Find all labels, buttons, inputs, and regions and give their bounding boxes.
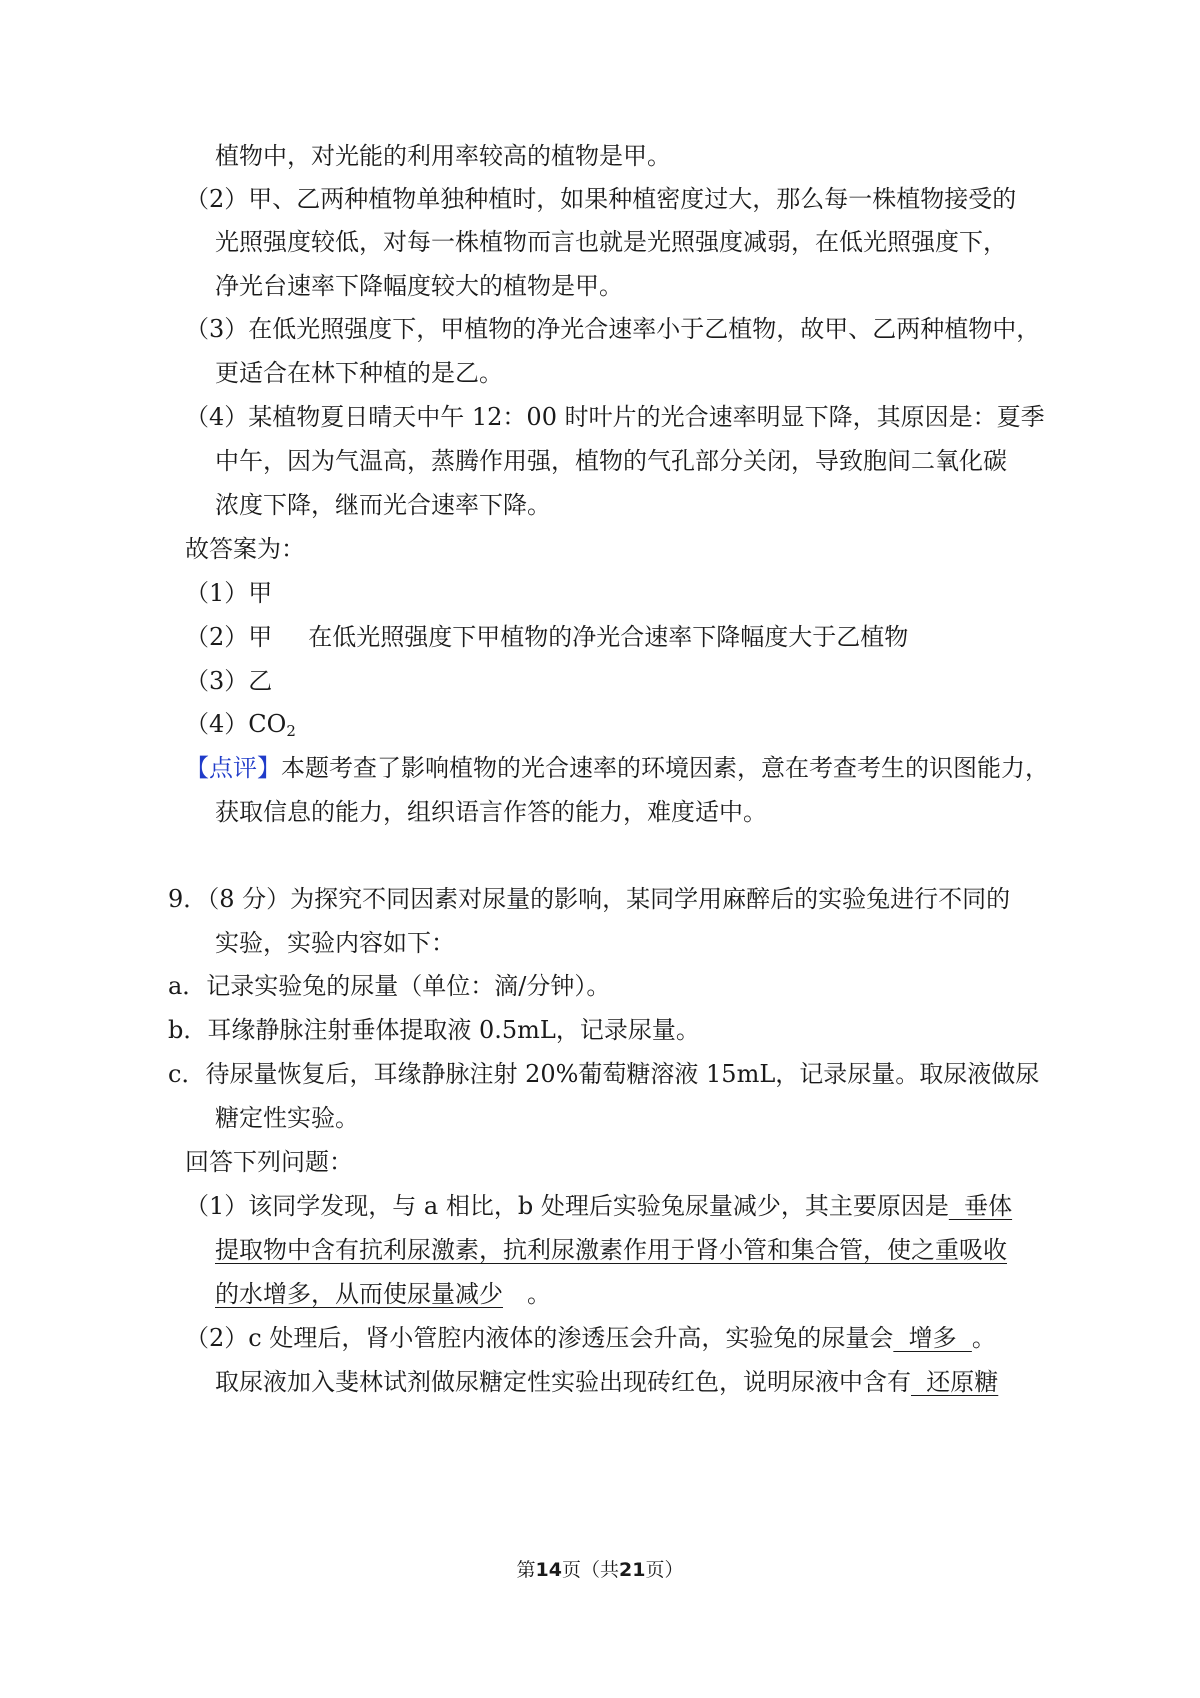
text-line: 糖定性实验。 <box>215 1104 359 1132</box>
answer-label: （2）甲 <box>185 623 273 651</box>
page-total: 21 <box>619 1559 646 1581</box>
answer-blank: 垂体 <box>948 1192 1013 1220</box>
text-line <box>215 1278 551 1310</box>
page-number: 14 <box>535 1559 562 1581</box>
text-line: 获取信息的能力，组织语言作答的能力，难度适中。 <box>215 798 767 826</box>
text-line: （3）在低光照强度下，甲植物的净光合速率小于乙植物，故甲、乙两种植物中， <box>185 315 1041 343</box>
text-line: 故答案为： <box>185 535 305 563</box>
text-line: a．记录实验兔的尿量（单位：滴/分钟）。 <box>168 972 611 1000</box>
text-line <box>215 1234 1007 1266</box>
text-line: c．待尿量恢复后，耳缘静脉注射 20%葡萄糖溶液 15mL，记录尿量。取尿液做尿 <box>168 1060 1040 1088</box>
text-line: 浓度下降，继而光合速率下降。 <box>215 491 551 519</box>
punctuation: 。 <box>527 1280 551 1308</box>
punctuation: 。 <box>971 1324 996 1352</box>
text-line <box>185 1322 996 1354</box>
answer-blank: 增多 <box>893 1324 972 1352</box>
question-text: （2）c 处理后，肾小管腔内液体的渗透压会升高，实验兔的尿量会 <box>185 1324 894 1352</box>
text-line: 实验，实验内容如下： <box>215 929 455 957</box>
answer-text: 在低光照强度下甲植物的净光合速率下降幅度大于乙植物 <box>308 623 909 651</box>
answer-blank: 的水增多，从而使尿量减少 <box>215 1280 503 1308</box>
answer-line: （3）乙 <box>185 667 273 695</box>
text-line: 回答下列问题： <box>185 1148 353 1176</box>
footer-text: 第 <box>516 1559 536 1581</box>
comment-tag: 【点评】 <box>185 754 281 782</box>
text-line: 植物中，对光能的利用率较高的植物是甲。 <box>215 142 671 170</box>
comment-text: 本题考查了影响植物的光合速率的环境因素，意在考查考生的识图能力， <box>281 754 1049 782</box>
answer-text: （4）CO <box>185 710 287 738</box>
text-line: 光照强度较低，对每一株植物而言也就是光照强度减弱，在低光照强度下， <box>215 228 1007 256</box>
text-line: （2）甲、乙两种植物单独种植时，如果种植密度过大，那么每一株植物接受的 <box>185 185 1017 213</box>
question-text: 取尿液加入斐林试剂做尿糖定性实验出现砖红色，说明尿液中含有 <box>215 1368 911 1396</box>
question-text: （1）该同学发现，与 a 相比，b 处理后实验兔尿量减少，其主要原因是 <box>185 1192 949 1220</box>
answer-line: （1）甲 <box>185 579 273 607</box>
footer-text: 页） <box>645 1559 684 1581</box>
text-line <box>215 1366 998 1398</box>
answer-blank: 还原糖 <box>911 1368 999 1396</box>
text-line: 净光台速率下降幅度较大的植物是甲。 <box>215 272 623 300</box>
subscript: 2 <box>286 722 296 740</box>
answer-line <box>185 708 296 740</box>
page-footer <box>0 1558 1200 1582</box>
answer-blank: 提取物中含有抗利尿激素，抗利尿激素作用于肾小管和集合管，使之重吸收 <box>215 1236 1007 1264</box>
footer-text: 页（共 <box>561 1559 619 1581</box>
text-line: 中午，因为气温高，蒸腾作用强，植物的气孔部分关闭，导致胞间二氧化碳 <box>215 447 1007 475</box>
text-line: 更适合在林下种植的是乙。 <box>215 359 503 387</box>
answer-line <box>185 621 908 653</box>
text-line: （4）某植物夏日晴天中午 12：00 时叶片的光合速率明显下降，其原因是：夏季 <box>185 403 1045 431</box>
question-title: 9．（8 分）为探究不同因素对尿量的影响，某同学用麻醉后的实验兔进行不同的 <box>168 885 1011 913</box>
text-line <box>185 1190 1012 1222</box>
comment-line <box>185 752 1049 784</box>
text-line: b．耳缘静脉注射垂体提取液 0.5mL，记录尿量。 <box>168 1016 700 1044</box>
